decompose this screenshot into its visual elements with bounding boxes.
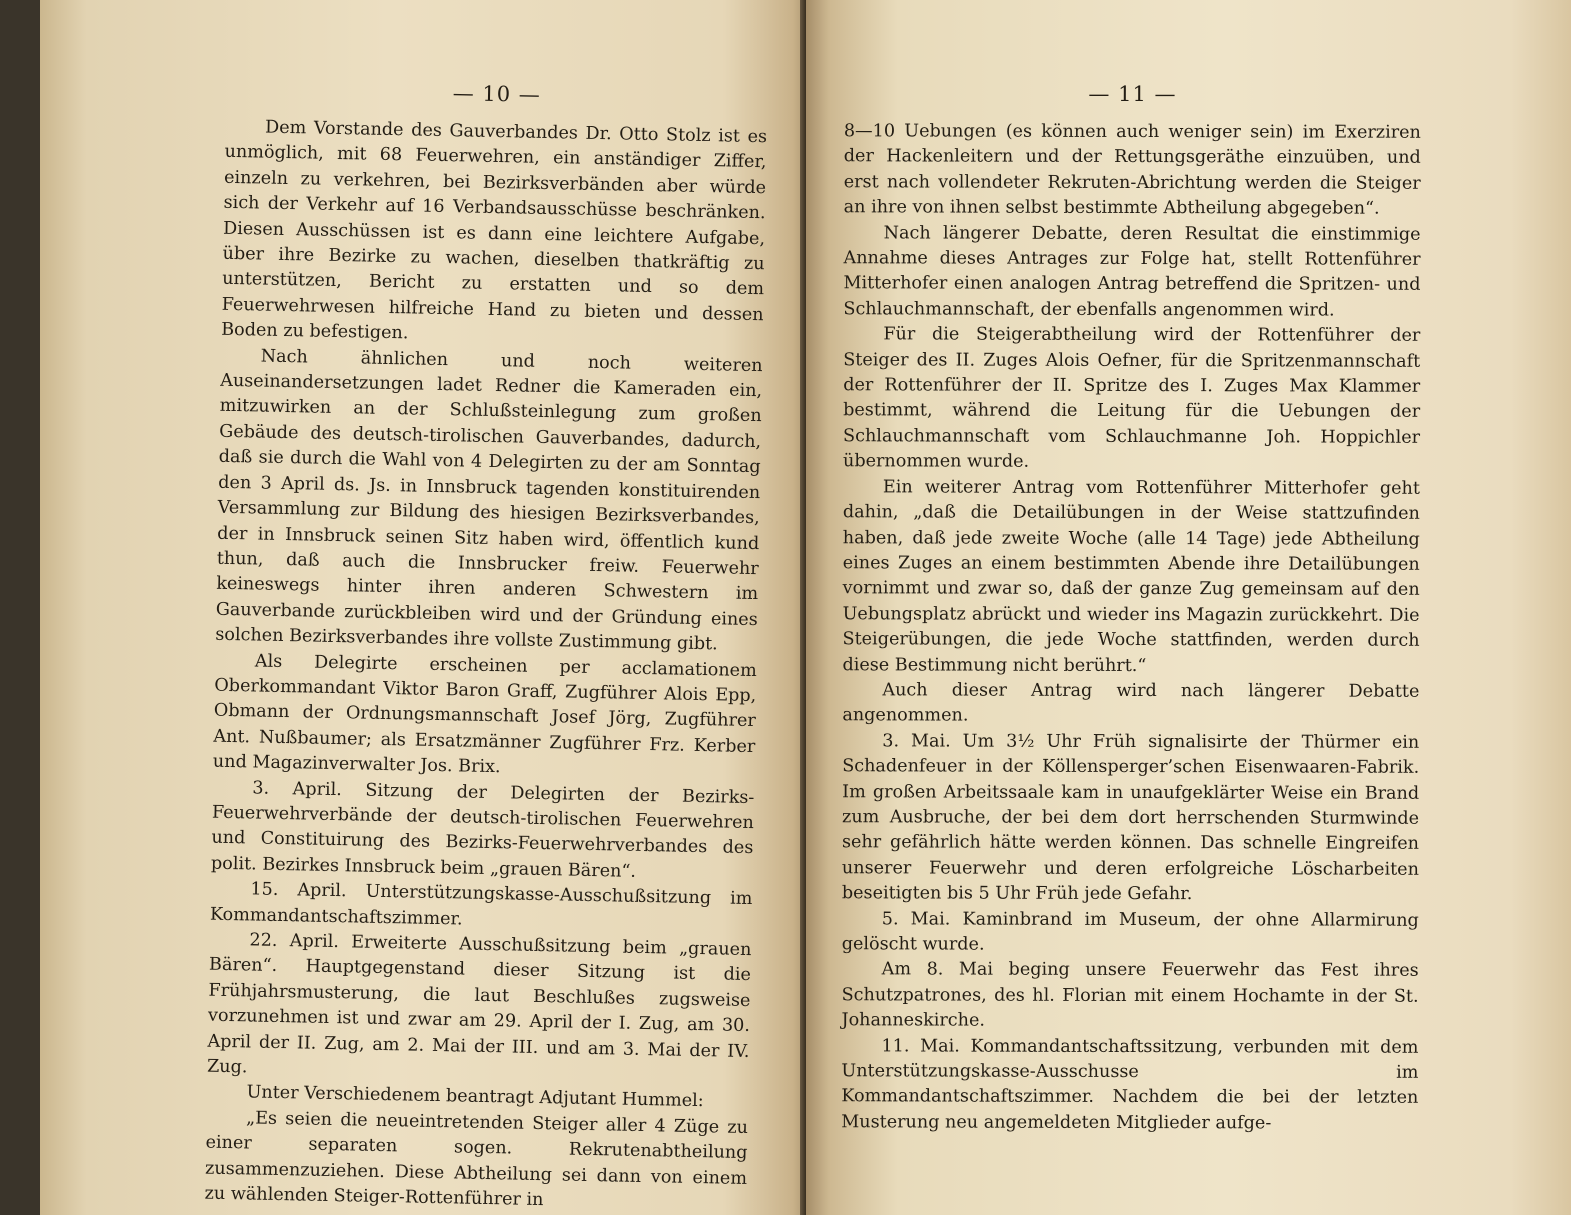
right-paragraph-5: Auch dieser Antrag wird nach längerer Debatte angenommen. [842, 680, 1420, 726]
left-page [40, 0, 816, 1215]
right-page [806, 0, 1571, 1215]
left-paragraph-8: „Es seien die neueintretenden Steiger aller 4 Züge zu einer separaten sogen. Rekrutenabtheilung zusammenzuziehen. Diese Abtheilung sei dann von einem zu wählenden Steiger-Rottenführer in [204, 1108, 749, 1211]
left-paragraph-1: Dem Vorstande des Gauverbandes Dr. Otto Stolz ist es unmöglich, mit 68 Feuerwehren, ein anständiger Ziffer, einzeln zu verkehren, bei Bezirksverbänden aber würde sich der Verkehr auf 16 Verbandsausschüsse beschränken. Diesen Ausschüssen ist es dann eine leichtere Aufgabe, über ihre Bezirke zu wachen, dieselben thatkräftig zu unterstützen, Bericht zu erstatten und so dem Feuerwehrwesen hilfreiche Hand zu bieten und dessen Boden zu befestigen. [220, 117, 768, 344]
left-page-text [204, 77, 768, 1215]
left-paragraph-6: 22. April. Erweiterte Ausschußsitzung beim „grauen Bären“. Hauptgegenstand dieser Sitzung ist die Frühjahrsmusterung, die laut Beschlußes zugsweise vorzunehmen ist und zwar am 29. April der I. Zug, am 30. April der II. Zug, am 2. Mai der III. und am 3. Mai der IV. Zug. [206, 930, 752, 1078]
left-paragraph-7: Unter Verschiedenem beantragt Adjutant Hummel: [246, 1082, 704, 1112]
right-paragraph-8: Am 8. Mai beging unsere Feuerwehr das Fest ihres Schutzpatrones, des hl. Florian mit einem Hochamte in der St. Johanneskirche. [841, 959, 1419, 1031]
left-paragraph-4: 3. April. Sitzung der Delegirten der Bezirks-Feuerwehrverbände der deutsch-tirolischen Feuerwehren und Constituirung des Bezirks-Feuerwehrverbandes des polit. Bezirkes Innsbruck beim „grauen Bären“. [210, 777, 755, 882]
left-page-number: — 10 — [452, 81, 542, 107]
right-paragraph-6: 3. Mai. Um 3½ Uhr Früh signalisirte der Thürmer ein Schadenfeuer in der Köllensperger’schen Eisenwaaren-Fabrik. Im großen Arbeitssaale kam in unaufgeklärter Weise ein Brand zum Ausbruche, der bei dem dort herrschenden Sturmwinde sehr gefährlich hätte werden können. Das schnelle Eingreifen unserer Feuerwehr und deren erfolgreiche Löscharbeiten beseitigten bis 5 Uhr Früh jede Gefahr. [841, 731, 1420, 905]
left-paragraph-3: Als Delegirte erscheinen per acclamationem Oberkommandant Viktor Baron Graff, Zugführer Alois Epp, Obmann der Ordnungsmannschaft Josef Jörg, Zugführer Ant. Nußbaumer; als Ersatzmänner Zugführer Frz. Kerber und Magazinverwalter Jos. Brix. [212, 650, 757, 778]
right-paragraph-2: Nach längerer Debatte, deren Resultat die einstimmige Annahme dieses Antrages zur Folge hat, stellt Rottenführer Mitterhofer einen analogen Antrag betreffend die Spritzen- und Schlauchmannschaft, der ebenfalls angenommen wird. [843, 222, 1421, 321]
right-paragraph-9: 11. Mai. Kommandantschaftssitzung, verbunden mit dem Unterstützungskasse-Ausschusse im Kommandantschaftszimmer. Nachdem die bei der letzten Musterung neu angemeldeten Mitglieder aufge- [841, 1035, 1419, 1134]
right-paragraph-1: 8—10 Uebungen (es können auch weniger sein) im Exerziren der Hackenleitern und der Rettungsgeräthe einzuüben, und erst nach vollendeter Rekruten-Abrichtung werden die Steiger an ihre von ihnen selbst bestimmte Abtheilung abgegeben“. [843, 121, 1421, 219]
left-paragraph-2: Nach ähnlichen und noch weiteren Auseinandersetzungen ladet Redner die Kameraden ein, mitzuwirken an der Schlußsteinlegung zum großen Gebäude des deutsch-tirolischen Gauverbandes, dadurch, daß sie durch die Wahl von 4 Delegirten zu der am Sonntag den 3 April ds. Js. in Innsbruck tagenden konstituirenden Versammlung zur Bildung des hiesigen Bezirksverbandes, der in Innsbruck seinen Sitz haben wird, öffentlich kund thun, daß auch die Innsbrucker freiw. Feuerwehr keineswegs hinter ihren anderen Schwestern im Gauverbande zurückbleiben wird und der Gründung eines solchen Bezirksverbandes ihre vollste Zustimmung gibt. [215, 346, 763, 655]
right-page-text [841, 81, 1421, 1137]
right-paragraph-4: Ein weiterer Antrag vom Rottenführer Mitterhofer geht dahin, „daß die Detailübungen in der Weise stattzufinden haben, daß jede zweite Woche (alle 14 Tage) jede Abtheilung eines Zuges an einem bestimmten Abende ihre Detailübungen vornimmt und zwar so, daß der ganze Zug gemeinsam auf den Uebungsplatz abrückt und wieder ins Magazin zurückkehrt. Die Steigerübungen, die jede Woche stattfinden, werden durch diese Bestimmung nicht berührt.“ [842, 477, 1420, 676]
right-page-number: — 11 — [1088, 81, 1177, 107]
left-paragraph-5: 15. April. Unterstützungskasse-Ausschußsitzung im Kommandantschaftszimmer. [209, 879, 753, 930]
right-paragraph-7: 5. Mai. Kaminbrand im Museum, der ohne Allarmirung gelöscht wurde. [841, 908, 1419, 955]
right-paragraph-3: Für die Steigerabtheilung wird der Rottenführer der Steiger des II. Zuges Alois Oefner, für die Spritzenmannschaft der Rottenführer der II. Spritze des I. Zuges Max Klammer bestimmt, während die Leitung für die Uebungen der Schlauchmannschaft vom Schlauchmanne Joh. Hoppichler übernommen wurde. [842, 324, 1421, 473]
